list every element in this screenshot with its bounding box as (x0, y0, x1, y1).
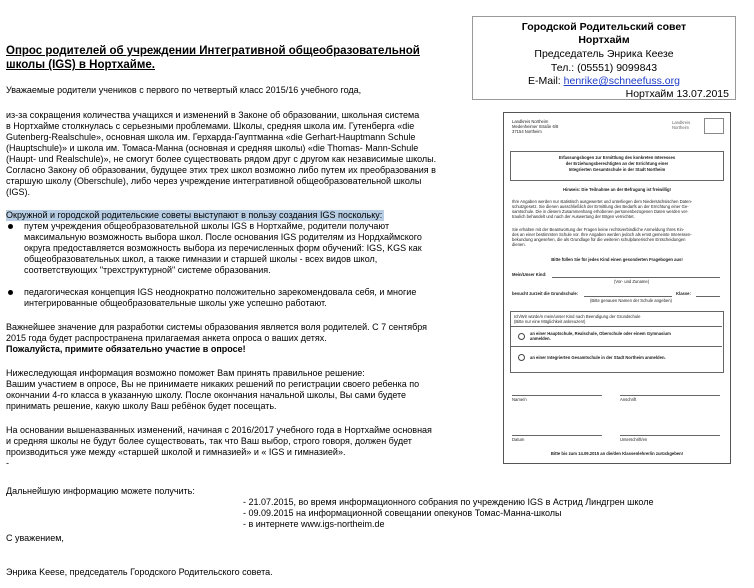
para2-bold: Пожалуйста, примите обязательно участие в опросе! (6, 344, 246, 354)
info-item-2: - 09.09.2015 на информационной совещании опекунов Томас-Манна-школы (243, 508, 562, 518)
para1-l3: Gutenberg-Realschule», основная школа им. Герхарда-Гауптманна «die Gerhart-Hauptmann Schule (6, 132, 416, 142)
para2-l1: Важнейшее значение для разработки системы образования является воля родителей. С 7 сентября (6, 322, 428, 332)
form-date-line (512, 435, 602, 436)
para1-l4: (Hauptschule)» и школа им. Томаса-Манна (основная и средняя школы) «die Thomas- Mann-Schule (6, 143, 419, 153)
page-title-line1: Опрос родителей об учреждении Интегративной общеобразовательной (6, 45, 420, 57)
form-heading-1: Erfassungsbogen zur Ermittlung des konkreten Interesses (558, 155, 676, 160)
info-intro: Дальнейшую информацию можете получить: (6, 486, 195, 496)
form-notice: Hinweis: Die Teilnahme an der Befragung ist freiwillig! (563, 187, 671, 192)
form-question-2: (Bitte nur eine Möglichkeit ankreuzen!) (514, 319, 586, 324)
form-option2: an einer Integrierten Gesamtschule in der Stadt Northeim anmelden. (530, 355, 666, 360)
para3-l3: окончании 4-го класса в указанную школу. После окончания начальной школы, Вы сами будете (6, 390, 407, 400)
para4-l2: и средняя школы не будут более существовать, так что Ваш выбор, строго говоря, должен будет (6, 436, 412, 446)
bullet-1-l2: максимальную возможность выбора школ. После основания IGS родителям из Нордхаймского (24, 232, 422, 242)
bullet-1-l3: округа предоставляется возможность выбора из перечисленных форм обучений: IGS, KGS как (24, 243, 422, 253)
greeting: Уважаемые родители учеников с первого по четвертый класс 2015/16 учебного года, (6, 85, 362, 95)
option-1-radio[interactable] (518, 333, 525, 340)
form-text2-1: Sie erhalten mit der Beantwortung der Fragen keine rechtsverbindliche Anmeldung Ihres Kin- (512, 227, 685, 232)
bullet-2-l2: интегрированные общеобразовательные школы уже успешно работают. (24, 298, 327, 308)
form-addr-3: 37154 Northeim (512, 129, 542, 134)
para1-l5: (Haupt- und Realschule)», не смогут более существовать рядом друг с другом как независимые школы. (6, 154, 437, 164)
para1-l2: в Нортхайме столкнулась с серьезными проблемами. Школы, средняя школа им. Гутенберга «die (6, 121, 415, 131)
form-question-divider (510, 326, 722, 327)
form-child-label: Mein/Unser Kind: (512, 272, 547, 277)
sender-info-box (472, 16, 736, 100)
form-option1-2: anmelden. (530, 336, 551, 341)
form-text1-2: schutzgesetz. Sie dienen ausschließlich der Ermittlung des Bedarfs an der Errichtung einer Ge- (512, 204, 689, 209)
form-footer: Bitte bis zum 14.09.2015 an die/den Klassenlehrer/in zurückgeben! (550, 451, 684, 456)
info-item-1: - 21.07.2015, во время информационного собрания по учреждению IGS в Астрид Линдгрен школе (243, 497, 654, 507)
form-logo-1: Landkreis (672, 120, 691, 125)
form-address-line (620, 395, 720, 396)
form-child-hint: (Vor- und Zuname) (614, 279, 650, 284)
form-address-label: Anschrift (620, 397, 637, 402)
signature: Энрика Keese, председатель Городского Родительского совета. (6, 567, 273, 577)
para1-l8: (IGS). (6, 187, 30, 197)
form-text1-1: Ihre Angaben werden nur statistisch ausgewertet und unterliegen dem Niedersächsischen Daten- (512, 199, 693, 204)
option-2-radio[interactable] (518, 354, 525, 361)
form-addr-2: Medenheimer Straße 6/8 (512, 124, 559, 129)
form-option1-1: an einer Hauptschule, Realschule, Oberschule oder einem Gymnasium (530, 331, 671, 336)
form-text1-4: traulich behandelt und nach der Auswertung der Bögen vernichtet. (512, 214, 635, 219)
sender-email-label: E-Mail: (528, 75, 561, 87)
sender-email-link[interactable]: henrike@schneefuss.org (563, 75, 680, 87)
sender-chair: Председатель Энрика Кеезе (534, 48, 674, 60)
bullet-1-l4: общеобразовательных школ, а также гимназии и старшей школы - всех видов школ, (24, 254, 378, 264)
form-sign-line (620, 435, 720, 436)
form-school-line (584, 296, 672, 297)
bullet-1-dot (8, 224, 13, 229)
form-school-label: besucht zurzeit die Grundschule: (512, 291, 579, 296)
bullet-1-l5: соответствующих "трехструктурной" системе образования. (24, 265, 271, 275)
questionnaire-thumbnail (503, 112, 731, 464)
form-addr-1: Landkreis Northeim (512, 119, 549, 124)
para4-l1: На основании вышеназванных изменений, начиная с 2016/2017 учебного года в Нортхайме основная (6, 425, 432, 435)
bullet-1-l1: путем учреждения общеобразовательной школы IGS в Нортхайме, родители получают (24, 221, 390, 231)
form-sign-label: Unterschrift/en (620, 437, 648, 442)
closing: С уважением, (6, 533, 64, 543)
form-text2-2: des an einer bestimmten Schule vor. Ihre Angaben werden jedoch als ernst gemeinte Interessen- (512, 232, 692, 237)
sender-org: Городской Родительский совет (521, 21, 687, 33)
bullet-2-l1: педагогическая концепция IGS неоднократно положительно зарекомендовала себя, и многие (24, 287, 417, 297)
form-text1-3: samtschule. Die in diesem Zusammenhang erhobenen personenbezogenen Daten werden ver- (512, 209, 689, 214)
page-title-line2: школы (IGS) в Нортхайме. (6, 59, 155, 71)
para1-l1: из-за сокращения количества учащихся и изменений в Законе об образовании, школьная система (6, 110, 420, 120)
form-option-divider (510, 346, 722, 347)
sender-email-row (473, 75, 735, 87)
letter-date: Нортхайм 13.07.2015 (625, 88, 729, 100)
para2-l2: 2015 года будет распространена прилагаемая анкета опроса о ваших детях. (6, 333, 327, 343)
form-logo-2: Northeim (672, 125, 689, 130)
bullet-2-dot (8, 290, 13, 295)
sender-phone: Тел.: (05551) 9099843 (550, 62, 658, 74)
para3-l1: Нижеследующая информация возможно поможет Вам принять правильное решение: (6, 368, 365, 378)
para3-l4: принимать решение, какую школу Ваш ребёнок будет посещать. (6, 401, 277, 411)
form-text2-4: dienen. (512, 242, 526, 247)
form-name-line (512, 395, 602, 396)
form-date-label: Datum (512, 437, 525, 442)
para4-l4: - (6, 458, 9, 468)
form-child-line (552, 277, 720, 278)
para4-l3: производиться уже между «старшей школой и гимназией» и « IGS и гимназией». (6, 447, 346, 457)
form-heading-3: Integrierten Gesamtschule in der Stadt Northeim (568, 167, 666, 172)
form-text2-3: bekundung angesehen, die als Grundlage für die weiteren schulplanerischen Entscheidungen (512, 237, 686, 242)
logo-icon (704, 118, 724, 134)
para3-l2: Вашим участием в опросе, Вы не принимаете никаких решений по регистрации своего ребенка по (6, 379, 420, 389)
form-heading-2: der Erziehungsberechtigten an der Errichtung einer (565, 161, 669, 166)
info-item-3: - в интернете www.igs-northeim.de (243, 519, 385, 529)
form-fill-note: Bitte füllen Sie für jedes Kind einen gesonderten Fragebogen aus! (551, 257, 683, 262)
form-school-hint: (Bitte genauen Namen der Schule angeben) (590, 298, 672, 303)
form-question-1: Ich/Wir würde/n mein/unser Kind nach Beendigung der Grundschule (514, 314, 641, 319)
para1-l6: Согласно Закону об образовании, будущее этих трех школ возможно либо путем их преобразования в (6, 165, 436, 175)
highlight-line: Окружной и городской родительские советы выступают в пользу создания IGS поскольку: (6, 210, 383, 220)
para1-l7: старшую школу (Oberschule), либо через учреждение интегративной общеобразовательной школы (6, 176, 422, 186)
form-name-label: Name/n (512, 397, 527, 402)
form-class-line (696, 296, 720, 297)
form-class-label: Klasse: (676, 291, 691, 296)
sender-city: Нортхайм (578, 34, 630, 46)
